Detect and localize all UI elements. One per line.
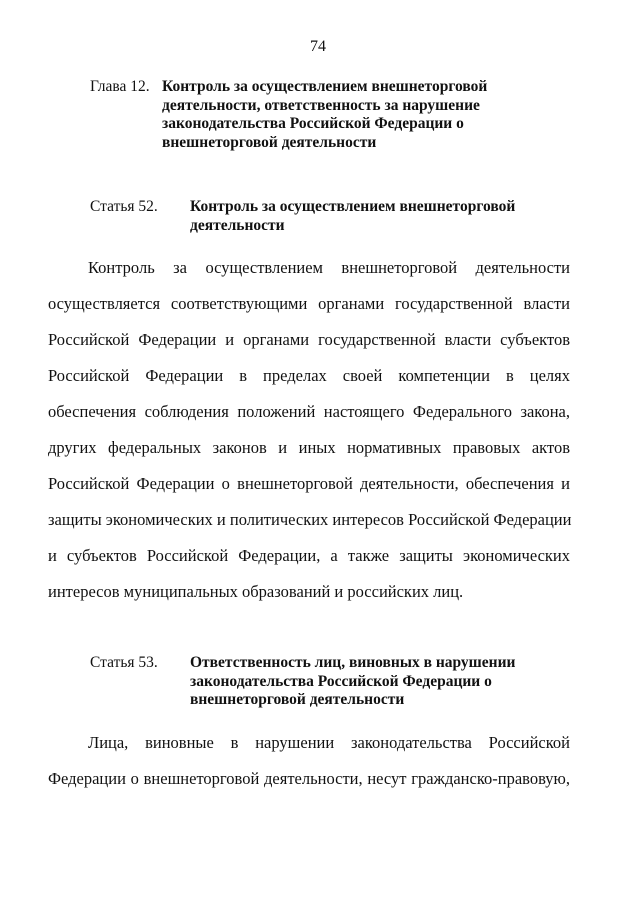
article-53-title-line: законодательства Российской Федерации о xyxy=(190,672,492,690)
paragraph-line: интересов муниципальных образований и российских лиц. xyxy=(48,582,464,601)
chapter-title-line: Контроль за осуществлением внешнеторговой xyxy=(162,78,488,95)
paragraph-line: Федерации о внешнеторговой деятельности, несут гражданско-правовую, xyxy=(48,769,570,788)
article-52-paragraph xyxy=(48,258,570,618)
article-53-title-line: внешнеторговой деятельности xyxy=(190,691,405,708)
chapter-title xyxy=(162,78,542,152)
chapter-title-line: законодательства Российской Федерации о xyxy=(162,115,464,132)
article-53-title-line: Ответственность лиц, виновных в нарушении xyxy=(190,654,516,671)
chapter-label: Глава 12. xyxy=(90,78,150,95)
paragraph-line: осуществляется соответствующими органами государственной власти xyxy=(48,294,570,313)
paragraph-line: и субъектов Российской Федерации, а также защиты экономических xyxy=(48,546,570,565)
chapter-title-line: внешнеторговой деятельности xyxy=(162,133,377,151)
page-number: 74 xyxy=(310,38,326,55)
article-52-label: Статья 52. xyxy=(90,198,158,215)
article-53-label: Статья 53. xyxy=(90,654,158,671)
article-53-heading xyxy=(90,654,570,710)
article-52-title xyxy=(190,198,560,235)
paragraph-line: Российской Федерации и органами государственной власти субъектов xyxy=(48,330,570,349)
chapter-title-line: деятельности, ответственность за нарушение xyxy=(162,96,480,114)
article-52-title-line: деятельности xyxy=(190,216,285,234)
article-53-title xyxy=(190,654,560,710)
paragraph-line: других федеральных законов и иных нормативных правовых актов xyxy=(48,438,570,457)
paragraph-line: Контроль за осуществлением внешнеторговой деятельности xyxy=(88,258,570,277)
paragraph-line: Российской Федерации о внешнеторговой деятельности, обеспечения и xyxy=(48,474,570,493)
paragraph-line: Лица, виновные в нарушении законодательства Российской xyxy=(88,733,570,752)
article-52-heading xyxy=(90,198,570,235)
paragraph-line: защиты экономических и политических интересов Российской Федерации xyxy=(48,510,572,529)
paragraph-line: Российской Федерации в пределах своей компетенции в целях xyxy=(48,366,570,385)
article-53-paragraph xyxy=(48,733,570,805)
article-52-title-line: Контроль за осуществлением внешнеторговой xyxy=(190,198,516,215)
paragraph-line: обеспечения соблюдения положений настоящего Федерального закона, xyxy=(48,402,570,421)
chapter-heading xyxy=(90,78,570,152)
